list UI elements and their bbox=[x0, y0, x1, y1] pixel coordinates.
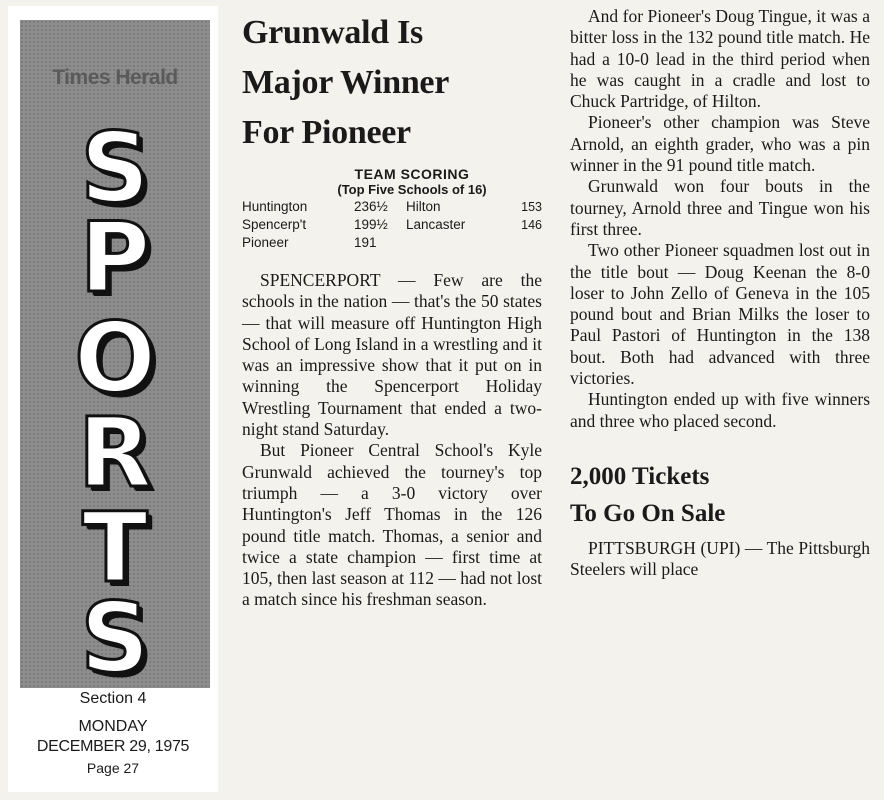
second-headline-line-2: To Go On Sale bbox=[570, 499, 726, 527]
school-points: 191 bbox=[354, 235, 377, 250]
masthead-band bbox=[20, 20, 210, 694]
sports-letter-6: S bbox=[80, 582, 150, 694]
article-paragraph-5: Grunwald won four bouts in the tourney, Arnold three and Tingue won his first three. bbox=[570, 176, 870, 239]
second-headline-line-1: 2,000 Tickets bbox=[570, 462, 710, 490]
school-name: Lancaster bbox=[406, 217, 466, 232]
article-paragraph-3: And for Pioneer's Doug Tingue, it was a bitter loss in the 132 pound title match. He had a 10-0 lead in the third period when he was caught in a cradle and lost to Chuck Partridge, of Hilton. bbox=[570, 6, 870, 112]
article-paragraph-7: Huntington ended up with five winners and three who placed second. bbox=[570, 389, 870, 431]
section-number: Section 4 bbox=[79, 690, 147, 707]
headline-line-2: Major Winner bbox=[242, 64, 450, 101]
second-article-headline bbox=[570, 458, 870, 532]
school-points: 236½ bbox=[354, 199, 388, 214]
school-name: Spencerp't bbox=[242, 217, 307, 232]
school-name bbox=[406, 234, 516, 252]
sports-letter-2: P bbox=[79, 202, 151, 314]
scoring-title: TEAM SCORING bbox=[354, 166, 470, 182]
school-points: 153 bbox=[521, 200, 542, 214]
school-points: 199½ bbox=[354, 217, 388, 232]
page-number: Page 27 bbox=[86, 760, 140, 776]
scoring-row bbox=[242, 216, 542, 234]
school-points bbox=[516, 234, 542, 252]
scoring-subtitle: (Top Five Schools of 16) bbox=[337, 182, 487, 197]
article-column-1 bbox=[242, 8, 542, 611]
article-paragraph-2: But Pioneer Central School's Kyle Grunwald achieved the tourney's top triumph — a 3-0 victory over Huntington's Jeff Thomas in the 126 pound title match. Thomas, a senior and twice a state champion — first time at 105, then last season at 112 — had not lost a match since his freshman season. bbox=[242, 440, 542, 610]
school-points: 146 bbox=[521, 218, 542, 232]
paper-name: Times Herald bbox=[52, 66, 178, 89]
scoring-row bbox=[242, 198, 542, 216]
article-paragraph-1: SPENCERPORT — Few are the schools in the nation — that's the 50 states — that will measure off Huntington High School of Long Island in a wrestling and it was an impressive show that it put on in winning the Spencerport Holiday Wrestling Tournament that ended a two-night stand Saturday. bbox=[242, 270, 542, 440]
article-paragraph-6: Two other Pioneer squadmen lost out in the title bout — Doug Keenan the 8-0 loser to John Zello of Geneva in the 105 pound bout and Brian Milks the loser to Paul Pastori of Huntington in the 138 bout. Both had advanced with three victories. bbox=[570, 240, 870, 389]
school-name: Hilton bbox=[406, 199, 441, 214]
scoring-row bbox=[242, 234, 542, 252]
school-name: Huntington bbox=[242, 199, 308, 214]
sports-letter-5: T bbox=[82, 492, 148, 604]
issue-date: DECEMBER 29, 1975 bbox=[36, 738, 190, 755]
issue-day: MONDAY bbox=[78, 718, 148, 735]
team-scoring-box bbox=[242, 166, 542, 252]
article-column-2 bbox=[570, 6, 870, 581]
headline-line-1: Grunwald Is bbox=[242, 14, 423, 51]
sports-masthead bbox=[8, 6, 218, 792]
school-name: Pioneer bbox=[242, 235, 289, 250]
second-article-paragraph: PITTSBURGH (UPI) — The Pittsburgh Steelers will place bbox=[570, 537, 870, 580]
sports-letter-4: R bbox=[78, 397, 152, 509]
article-paragraph-4: Pioneer's other champion was Steve Arnold, an eighth grader, who was a pin winner in the 91 pound title match. bbox=[570, 112, 870, 176]
sports-letter-1: S bbox=[80, 112, 150, 224]
headline-line-3: For Pioneer bbox=[242, 114, 411, 151]
sports-letter-3: O bbox=[74, 302, 156, 414]
article-headline bbox=[242, 8, 542, 158]
